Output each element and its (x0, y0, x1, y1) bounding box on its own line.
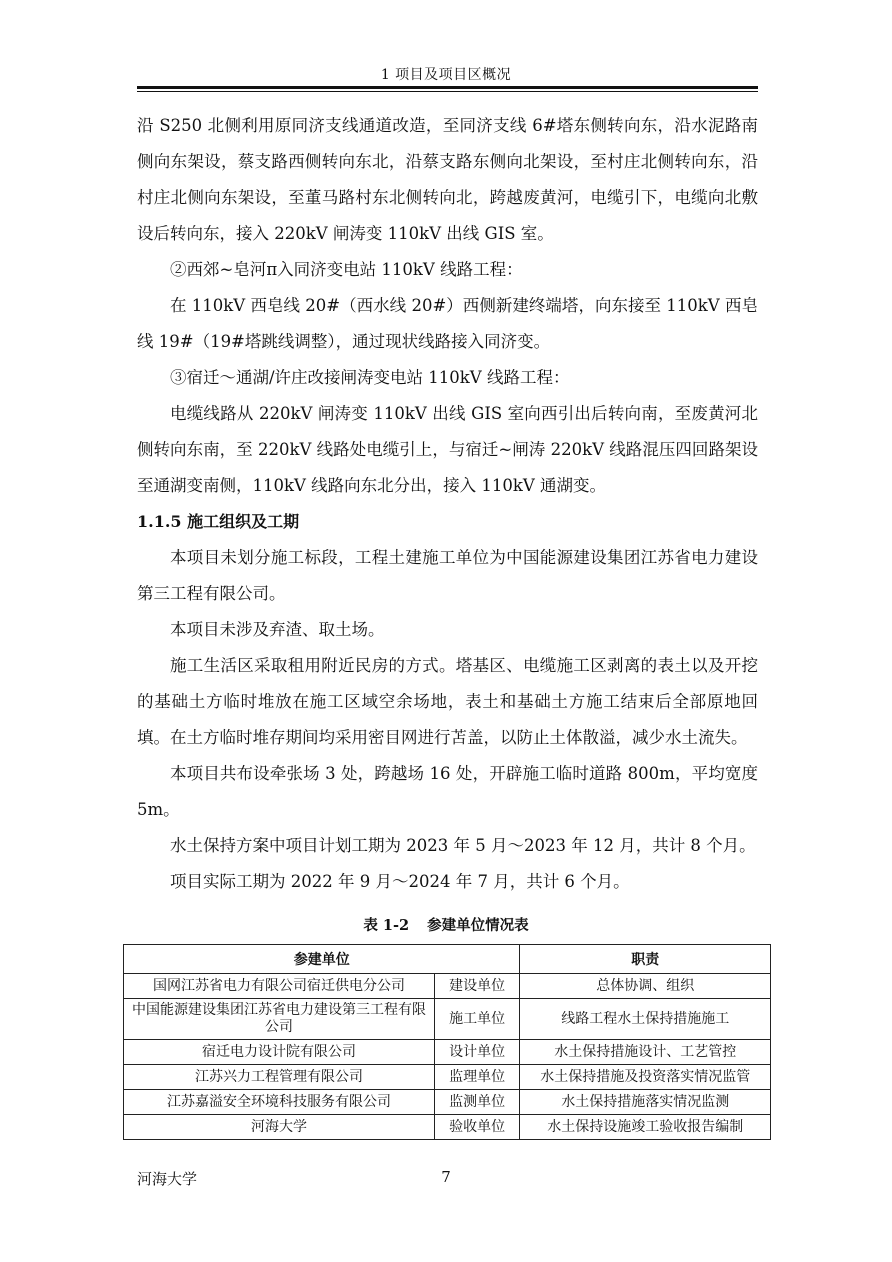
cell-duty: 水土保持措施落实情况监测 (520, 1090, 771, 1115)
header-duty: 职责 (520, 945, 771, 974)
header-unit: 参建单位 (124, 945, 520, 974)
header-rule-thick (137, 86, 758, 89)
paragraph: 在 110kV 西皂线 20#（西水线 20#）西侧新建终端塔，向东接至 110kV 西皂线 19#（19#塔跳线调整），通过现状线路接入同济变。 (137, 296, 758, 351)
paragraph: ②西郊~皂河π入同济变电站 110kV 线路工程： (170, 260, 523, 279)
paragraph: 电缆线路从 220kV 闸涛变 110kV 出线 GIS 室向西引出后转向南，至废黄河北侧转向东南，至 220kV 线路处电缆引上，与宿迁~闸涛 220kV 线路混压四回路架设至通湖变南侧，110kV 线路向东北分出，接入 110kV 通湖变。 (137, 404, 758, 495)
paragraph: 本项目共布设牵张场 3 处，跨越场 16 处，开辟施工临时道路 800m，平均宽度 5m。 (137, 764, 758, 819)
table-number: 表 1-2 (363, 917, 410, 934)
header-rule-thin (137, 91, 758, 92)
table-row (124, 1040, 771, 1065)
paragraph: 沿 S250 北侧利用原同济支线通道改造，至同济支线 6#塔东侧转向东，沿水泥路南侧向东架设，蔡支路西侧转向东北，沿蔡支路东侧向北架设，至村庄北侧转向东，沿村庄北侧向东架设，至董马路村东北侧转向北，跨越废黄河，电缆引下，电缆向北敷设后转向东，接入 220kV 闸涛变 110kV 出线 GIS 室。 (137, 116, 758, 243)
table-header-row (124, 945, 771, 974)
cell-role: 监理单位 (434, 1065, 520, 1090)
cell-duty: 水土保持设施竣工验收报告编制 (520, 1115, 771, 1140)
table-caption (0, 914, 892, 935)
cell-role: 施工单位 (434, 999, 520, 1040)
cell-org: 江苏嘉溢安全环境科技服务有限公司 (124, 1090, 435, 1115)
cell-role: 监测单位 (434, 1090, 520, 1115)
table-row (124, 1090, 771, 1115)
table-row (124, 1065, 771, 1090)
cell-duty: 总体协调、组织 (520, 974, 771, 999)
paragraph: 施工生活区采取租用附近民房的方式。塔基区、电缆施工区剥离的表土以及开挖的基础土方临时堆放在施工区域空余场地，表土和基础土方施工结束后全部原地回填。在土方临时堆存期间均采用密目网进行苫盖，以防止土体散溢，减少水土流失。 (137, 656, 758, 747)
participating-units-table (123, 944, 771, 1140)
table-row (124, 974, 771, 999)
paragraph: 本项目未涉及弃渣、取土场。 (170, 620, 385, 639)
cell-org: 中国能源建设集团江苏省电力建设第三工程有限公司 (124, 999, 435, 1040)
cell-org: 宿迁电力设计院有限公司 (124, 1040, 435, 1065)
body-text (137, 108, 758, 900)
cell-duty: 线路工程水土保持措施施工 (520, 999, 771, 1040)
paragraph: 本项目未划分施工标段，工程土建施工单位为中国能源建设集团江苏省电力建设第三工程有限公司。 (137, 548, 758, 603)
cell-role: 设计单位 (434, 1040, 520, 1065)
running-header: 1 项目及项目区概况 (380, 67, 512, 83)
section-heading: 1.1.5 施工组织及工期 (137, 512, 300, 531)
paragraph: 项目实际工期为 2022 年 9 月～2024 年 7 月，共计 6 个月。 (170, 872, 630, 891)
paragraph: ③宿迁～通湖/许庄改接闸涛变电站 110kV 线路工程： (170, 368, 570, 387)
paragraph: 水土保持方案中项目计划工期为 2023 年 5 月～2023 年 12 月，共计 8 个月。 (170, 836, 756, 855)
cell-duty: 水土保持措施设计、工艺管控 (520, 1040, 771, 1065)
footer-organization: 河海大学 (137, 1170, 198, 1188)
cell-org: 国网江苏省电力有限公司宿迁供电分公司 (124, 974, 435, 999)
cell-org: 江苏兴力工程管理有限公司 (124, 1065, 435, 1090)
cell-role: 验收单位 (434, 1115, 520, 1140)
cell-duty: 水土保持措施及投资落实情况监管 (520, 1065, 771, 1090)
cell-role: 建设单位 (434, 974, 520, 999)
table-row (124, 1115, 771, 1140)
table-row (124, 999, 771, 1040)
page-number: 7 (441, 1168, 451, 1186)
table-title-text: 参建单位情况表 (427, 917, 529, 934)
cell-org: 河海大学 (124, 1115, 435, 1140)
